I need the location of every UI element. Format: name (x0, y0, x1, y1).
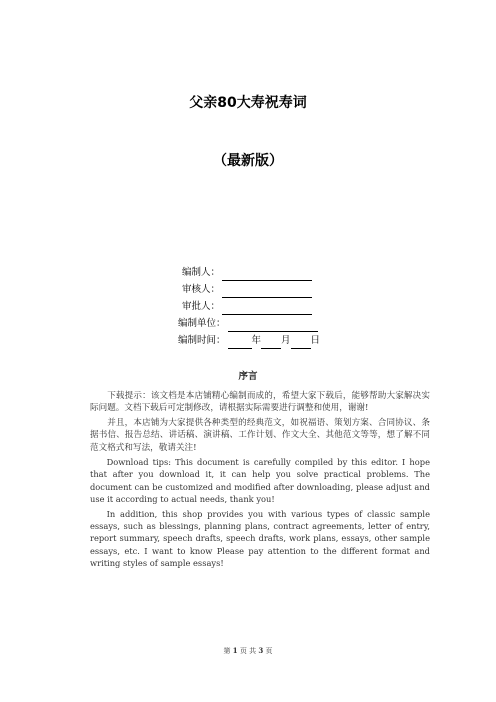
editor-row (170, 264, 320, 281)
unit-label: 编制单位： (178, 318, 226, 329)
day-blank (291, 337, 311, 349)
footer-prefix: 第 (223, 647, 231, 655)
reviewer-blank (222, 286, 312, 298)
approver-label: 审批人： (182, 301, 221, 312)
preface-paragraph: 下载提示：该文档是本店铺精心编制而成的，希望大家下载后，能够帮助大家解决实际问题。文档下载后可定制修改，请根据实际需要进行调整和使用，谢谢! (90, 391, 430, 414)
month-blank (261, 337, 281, 349)
time-label: 编制时间： (178, 335, 226, 346)
year-blank (228, 337, 252, 349)
editor-blank (222, 269, 312, 281)
preface-body (90, 390, 430, 572)
footer-total-pages: 3 (258, 646, 264, 655)
editor-label: 编制人： (182, 267, 221, 278)
time-row (170, 332, 320, 349)
document-edition: （最新版） (213, 153, 283, 169)
unit-blank (228, 320, 318, 332)
unit-row (170, 315, 320, 332)
month-label: 月 (281, 335, 291, 346)
meta-block (170, 264, 320, 349)
reviewer-label: 审核人： (182, 284, 221, 295)
approver-blank (222, 303, 312, 315)
page-footer (0, 646, 496, 656)
footer-page-number: 1 (232, 646, 238, 655)
footer-middle: 页 共 (239, 647, 257, 655)
footer-suffix: 页 (265, 647, 273, 655)
document-title: 父亲80大寿祝寿词 (189, 95, 307, 111)
year-label: 年 (251, 335, 262, 346)
day-label: 日 (310, 335, 321, 346)
approver-row (170, 298, 320, 315)
preface-paragraph: Download tips: This document is carefully compiled by this editor. I hope that after you download it, it can help you solve practical problems. The document can be customized and modified after downloading, please adjust and use it according to actual needs, thank you! (90, 457, 430, 505)
preface-paragraph: 并且，本店铺为大家提供各种类型的经典范文，如祝福语、策划方案、合同协议、条据书信、报告总结、讲话稿、演讲稿、工作计划、作文大全、其他范文等等，想了解不同范文格式和写法，敬请关注! (90, 417, 430, 453)
reviewer-row (170, 281, 320, 298)
preface-heading: 序言 (238, 371, 258, 382)
preface-paragraph: In addition, this shop provides you with various types of classic sample essays, such as blessings, planning plans, contract agreements, letter of entry, report summary, speech drafts, speech drafts, work plans, essays, other sample essays, etc. I want to know Please pay attention to the different format and writing styles of sample essays! (90, 508, 430, 569)
